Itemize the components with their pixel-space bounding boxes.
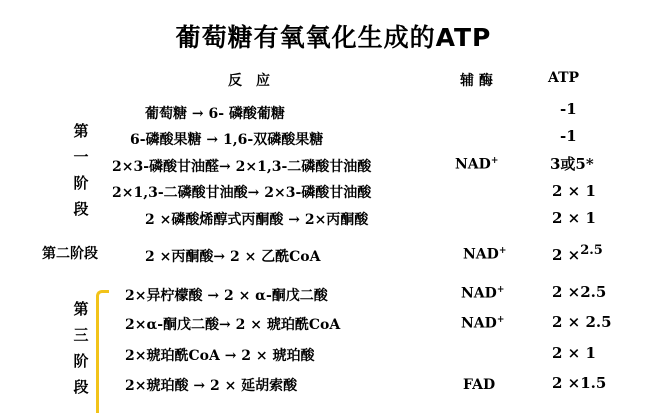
atp-row-7: 2 ×2.5 [552,283,607,301]
header-atp: ATP [548,70,580,86]
coenzyme-row-6: NAD+ [463,246,507,263]
coenzyme-row-3: NAD+ [455,156,499,173]
atp-row-5: 2 × 1 [552,209,596,227]
atp-row-9: 2 × 1 [552,344,596,362]
coenzyme-row-10: FAD [463,377,496,393]
coenzyme-row-7: NAD+ [461,285,505,302]
reaction-row-9: 2×琥珀酰CoA → 2 × 琥珀酸 [125,348,315,364]
reaction-row-8: 2×α-酮戊二酸→ 2 × 琥珀酰CoA [125,317,341,333]
stage-3-label: 第三阶段 [73,300,89,396]
atp-row-10: 2 ×1.5 [552,374,607,392]
atp-row-2: -1 [560,127,577,145]
coenzyme-row-8: NAD+ [461,315,505,332]
page-title: 葡萄糖有氧氧化生成的ATP [175,23,492,52]
reaction-row-7: 2×异柠檬酸 → 2 × α-酮戊二酸 [125,288,328,304]
header-reaction: 反 应 [228,73,270,89]
atp-row-3: 3或5* [550,155,594,173]
reaction-row-4: 2×1,3-二磷酸甘油酸→ 2×3-磷酸甘油酸 [112,185,372,201]
stage-2-label: 第二阶段 [42,246,98,262]
reaction-row-3: 2×3-磷酸甘油醛→ 2×1,3-二磷酸甘油酸 [112,159,372,175]
atp-row-4: 2 × 1 [552,182,596,200]
atp-row-1: -1 [560,100,577,118]
stage-1-label: 第一阶段 [73,122,89,218]
reaction-row-5: 2 ×磷酸烯醇式丙酮酸 → 2×丙酮酸 [145,212,369,228]
header-coenzyme: 辅 酶 [460,73,493,89]
reaction-row-6: 2 ×丙酮酸→ 2 × 乙酰CoA [145,249,321,265]
atp-row-8: 2 × 2.5 [552,313,612,331]
reaction-row-1: 葡萄糖 → 6- 磷酸葡糖 [145,106,285,122]
reaction-row-2: 6-磷酸果糖 → 1,6-双磷酸果糖 [130,132,324,148]
reaction-row-10: 2×琥珀酸 → 2 × 延胡索酸 [125,378,298,394]
atp-row-6: 2 ×$^{2.5}$ [552,243,603,264]
stage-3-bracket [96,290,109,413]
